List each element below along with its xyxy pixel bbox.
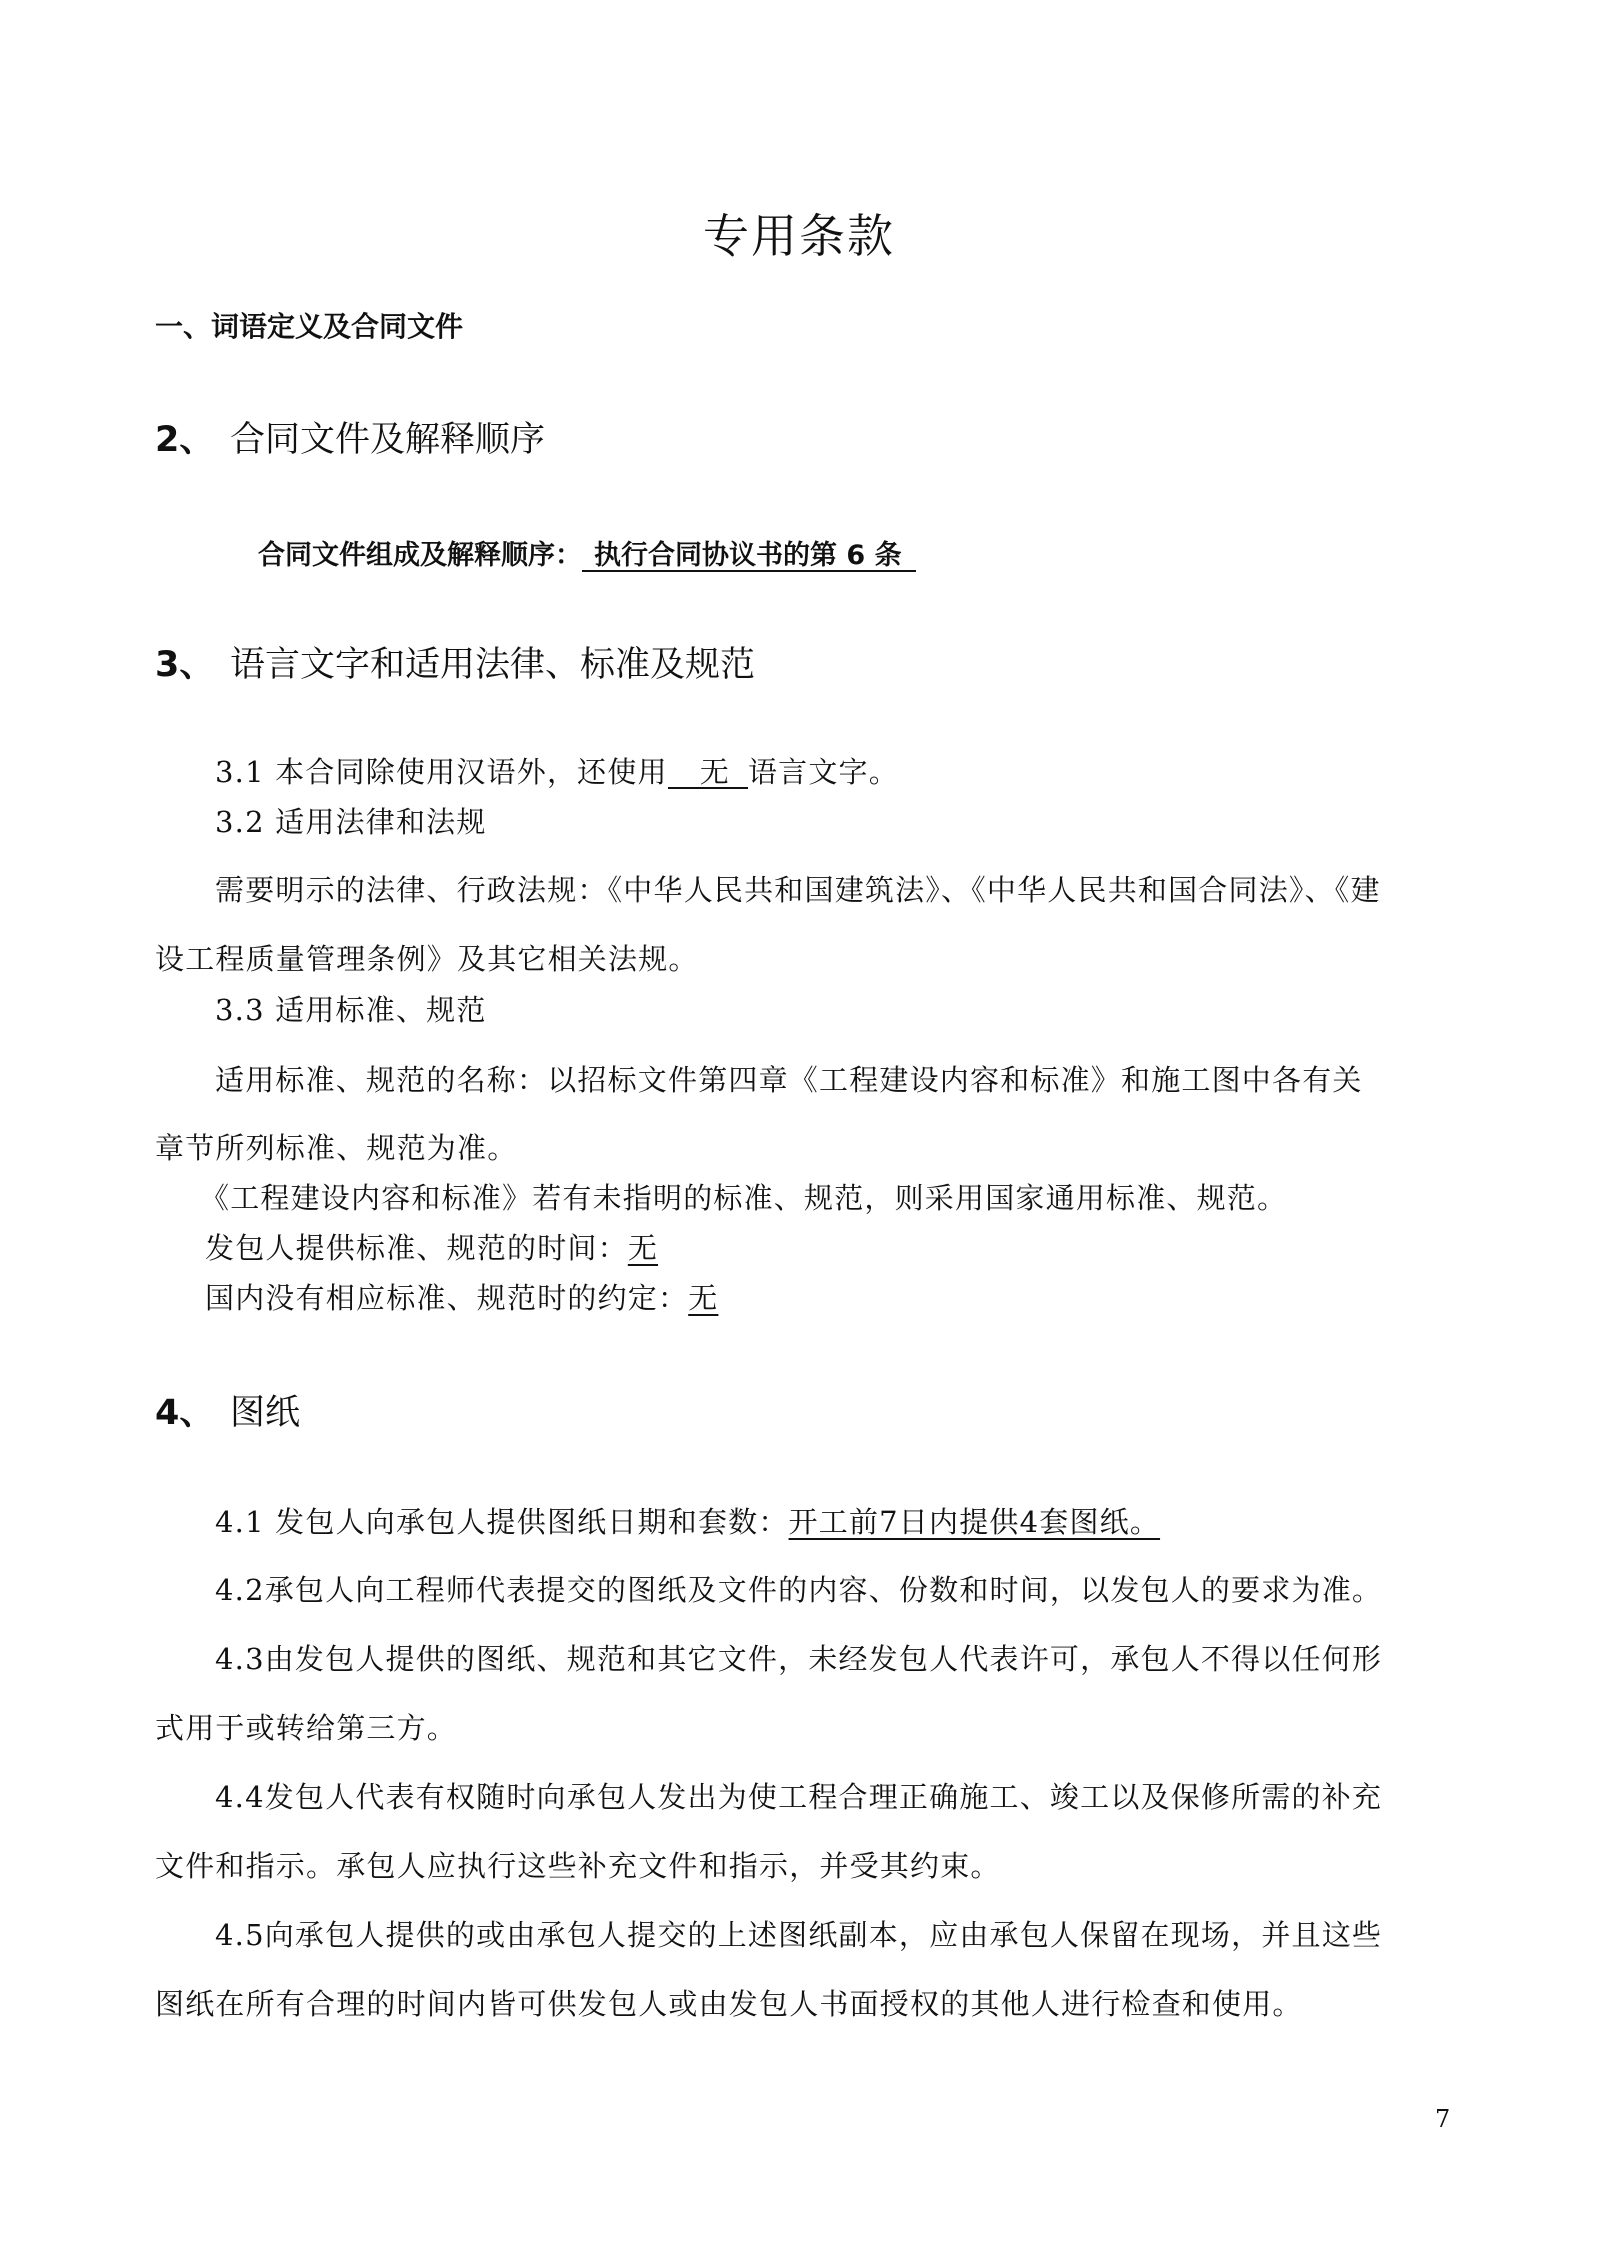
provide-time-label: 发包人提供标准、规范的时间： <box>205 1231 628 1265</box>
clause-4-3-line-1: 4.3由发包人提供的图纸、规范和其它文件，未经发包人代表许可，承包人不得以任何形 <box>215 1642 1383 1676</box>
no-standard-label: 国内没有相应标准、规范时的约定： <box>205 1281 689 1315</box>
clause-3-1-prefix: 3.1 本合同除使用汉语外，还使用 <box>215 755 668 789</box>
laws-line-1: 需要明示的法律、行政法规：《中华人民共和国建筑法》、《中华人民共和国合同法》、《建 <box>215 873 1381 907</box>
clause-4-4-line-1: 4.4发包人代表有权随时向承包人发出为使工程合理正确施工、竣工以及保修所需的补充 <box>215 1780 1383 1814</box>
clause-4-3-line-2: 式用于或转给第三方。 <box>155 1711 458 1745</box>
section-2-title: 合同文件及解释顺序 <box>230 420 546 460</box>
clause-3-1-suffix: 语言文字。 <box>747 755 899 789</box>
section-3-title: 语言文字和适用法律、标准及规范 <box>230 645 756 685</box>
part-heading: 一、词语定义及合同文件 <box>155 310 464 343</box>
section-4-heading <box>155 1385 300 1435</box>
clause-3-1-value: 无 <box>668 757 748 789</box>
provide-time-line <box>205 1226 658 1267</box>
clause-4-2: 4.2承包人向工程师代表提交的图纸及文件的内容、份数和时间，以发包人的要求为准。 <box>215 1573 1383 1607</box>
laws-line-2: 设工程质量管理条例》及其它相关法规。 <box>155 942 699 976</box>
standards-line-2: 章节所列标准、规范为准。 <box>155 1131 518 1165</box>
standards-line-1: 适用标准、规范的名称：以招标文件第四章《工程建设内容和标准》和施工图中各有关 <box>215 1063 1363 1097</box>
section-4-title: 图纸 <box>230 1393 301 1433</box>
clause-4-4-line-2: 文件和指示。承包人应执行这些补充文件和指示，并受其约束。 <box>155 1849 1001 1883</box>
contract-order-value: 执行合同协议书的第 6 条 <box>582 542 916 572</box>
section-3-number: 3、 <box>155 645 215 685</box>
clause-4-1-value: 开工前7日内提供4套图纸。 <box>788 1505 1161 1539</box>
clause-3-3: 3.3 适用标准、规范 <box>215 993 487 1027</box>
no-standard-line <box>205 1276 718 1317</box>
clause-4-1-label: 4.1 发包人向承包人提供图纸日期和套数： <box>215 1505 789 1539</box>
contract-order-label: 合同文件组成及解释顺序： <box>258 540 582 571</box>
standards-line-3: 《工程建设内容和标准》若有未指明的标准、规范，则采用国家通用标准、规范。 <box>200 1181 1288 1215</box>
provide-time-value: 无 <box>627 1231 659 1265</box>
page-title: 专用条款 <box>703 209 895 263</box>
no-standard-value: 无 <box>688 1281 719 1315</box>
section-4-number: 4、 <box>155 1393 215 1433</box>
section-2-number: 2、 <box>155 420 215 460</box>
clause-4-1 <box>215 1500 1160 1541</box>
section-2-heading <box>155 412 545 462</box>
page-number: 7 <box>1435 2105 1451 2133</box>
clause-3-2: 3.2 适用法律和法规 <box>215 805 487 839</box>
clause-3-1 <box>215 750 899 791</box>
contract-order-line <box>258 533 916 572</box>
clause-4-5-line-2: 图纸在所有合理的时间内皆可供发包人或由发包人书面授权的其他人进行检查和使用。 <box>155 1987 1303 2021</box>
section-3-heading <box>155 637 755 687</box>
clause-4-5-line-1: 4.5向承包人提供的或由承包人提交的上述图纸副本，应由承包人保留在现场，并且这些 <box>215 1918 1383 1952</box>
